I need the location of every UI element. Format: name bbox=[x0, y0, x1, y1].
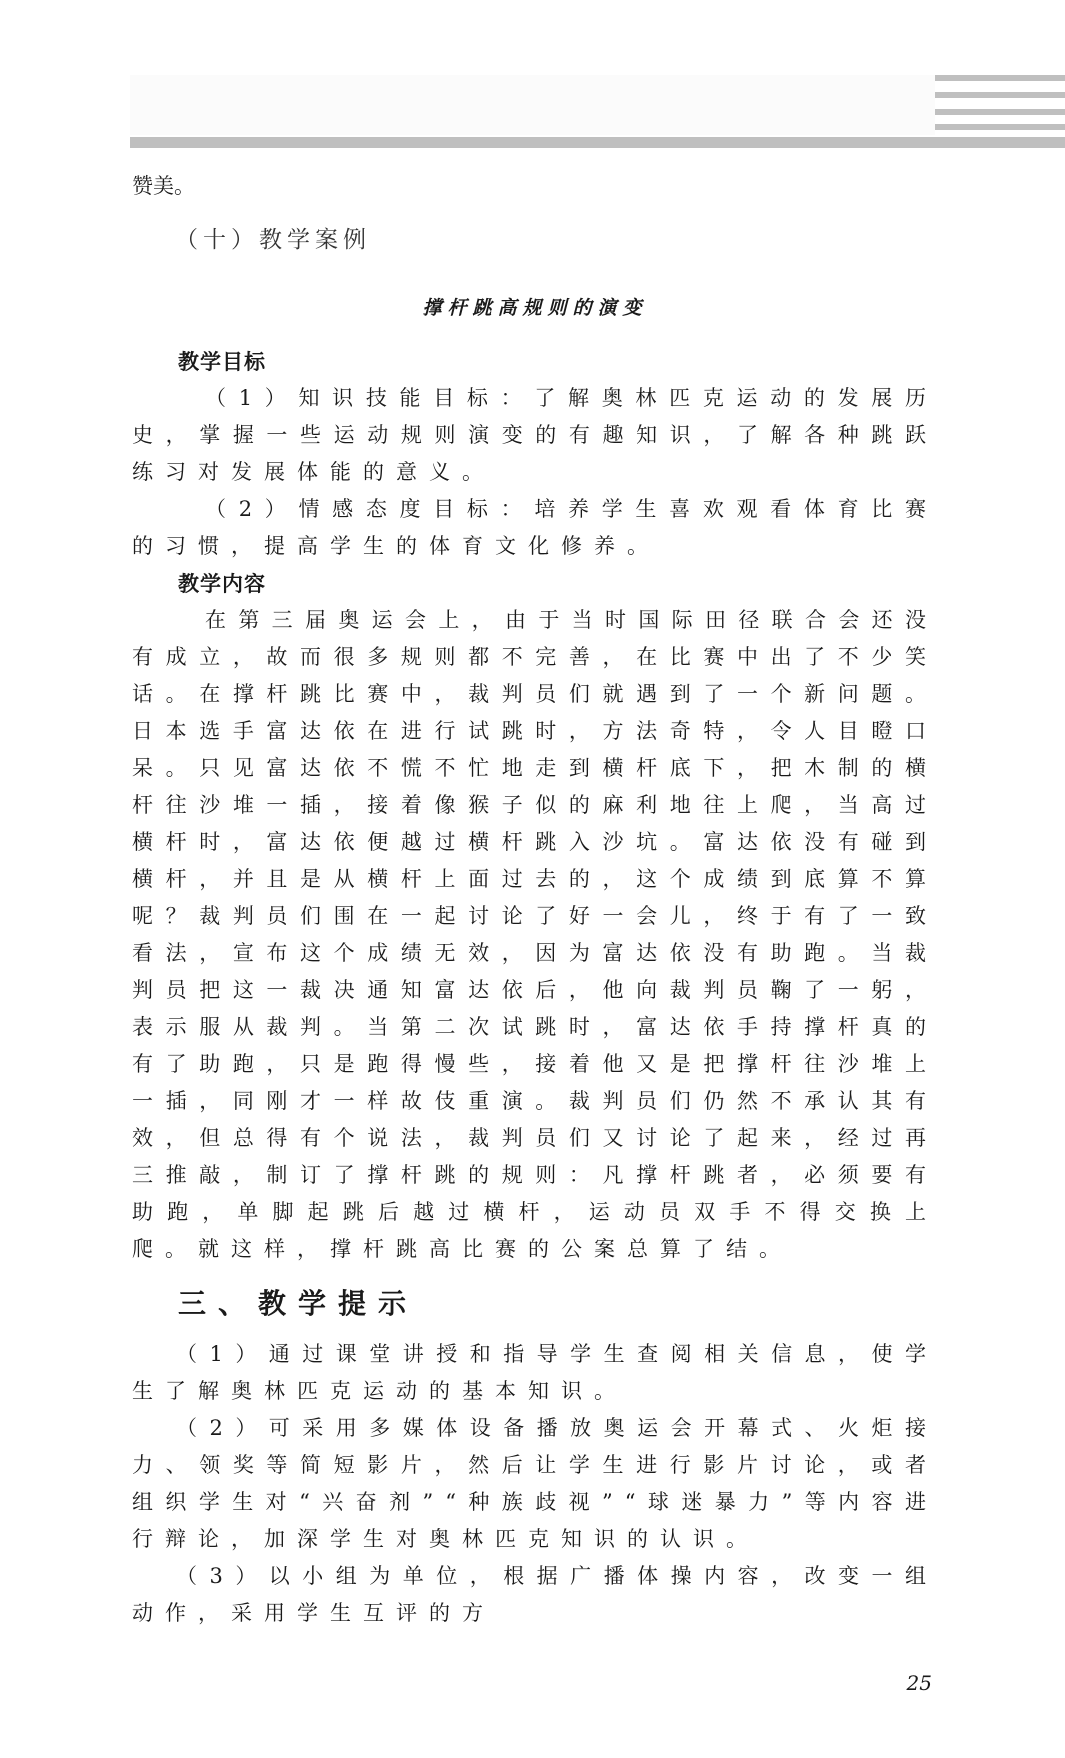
tip-item: （3）以小组为单位，根据广播体操内容，改变一组动作，采用学生互评的方 bbox=[132, 1564, 938, 1625]
content-paragraph: 在第三届奥运会上，由于当时国际田径联合会还没有成立，故而很多规则都不完善，在比赛中出了不少笑话。在撑杆跳比赛中，裁判员们就遇到了一个新问题。日本选手富达依在进行试跳时，方法奇特，令人目瞪口呆。只见富达依不慌不忙地走到横杆底下，把木制的横杆往沙堆一插，接着像猴子似的麻利地往上爬，当高过横杆时，富达依便越过横杆跳入沙坑。富达依没有碰到横杆，并且是从横杆上面过去的，这个成绩到底算不算呢？裁判员们围在一起讨论了好一会儿，终于有了一致看法，宣布这个成绩无效，因为富达依没有助跑。当裁判员把这一裁决通知富达依后，他向裁判员鞠了一躬，表示服从裁判。当第二次试跳时，富达依手持撑杆真的有了助跑，只是跑得慢些，接着他又是把撑杆往沙堆上一插，同刚才一样故伎重演。裁判员们仍然不承认其有效，但总得有个说法，裁判员们又讨论了起来，经过再三推敲，制订了撑杆跳的规则：凡撑杆跳者，必须要有助跑，单脚起跳后越过横杆，运动员双手不得交换上爬。就这样，撑杆跳高比赛的公案总算了结。 bbox=[132, 608, 938, 1261]
content-heading: 教学内容 bbox=[178, 571, 266, 596]
header-stripe bbox=[935, 75, 1065, 81]
tip-item: （2）可采用多媒体设备播放奥运会开幕式、火炬接力、领奖等简短影片，然后让学生进行影片讨论，或者组织学生对“兴奋剂”“种族歧视”“球迷暴力”等内容进行辩论，加深学生对奥林匹克知识的认识。 bbox=[132, 1416, 938, 1551]
header-stripe bbox=[935, 109, 1065, 115]
header-stripe bbox=[935, 92, 1065, 98]
tip-item: （1）通过课堂讲授和指导学生查阅相关信息，使学生了解奥林匹克运动的基本知识。 bbox=[132, 1342, 938, 1403]
page-number: 25 bbox=[906, 1671, 932, 1695]
objectives-list bbox=[132, 380, 938, 565]
objectives-heading: 教学目标 bbox=[178, 349, 266, 374]
section-heading: 三、教学提示 bbox=[178, 1287, 419, 1320]
header-stripe bbox=[935, 124, 1065, 130]
objective-item: （1）知识技能目标：了解奥林匹克运动的发展历史，掌握一些运动规则演变的有趣知识，了解各种跳跃练习对发展体能的意义。 bbox=[132, 386, 938, 484]
case-title: 撑杆跳高规则的演变 bbox=[422, 297, 648, 319]
page-body bbox=[132, 0, 938, 1758]
objective-item: （2）情感态度目标：培养学生喜欢观看体育比赛的习惯，提高学生的体育文化修养。 bbox=[132, 497, 938, 558]
subsection-heading: （十）教学案例 bbox=[175, 227, 371, 253]
tips-list bbox=[132, 1336, 938, 1632]
continuation-text: 赞美。 bbox=[132, 174, 195, 198]
content-body bbox=[132, 602, 938, 1268]
